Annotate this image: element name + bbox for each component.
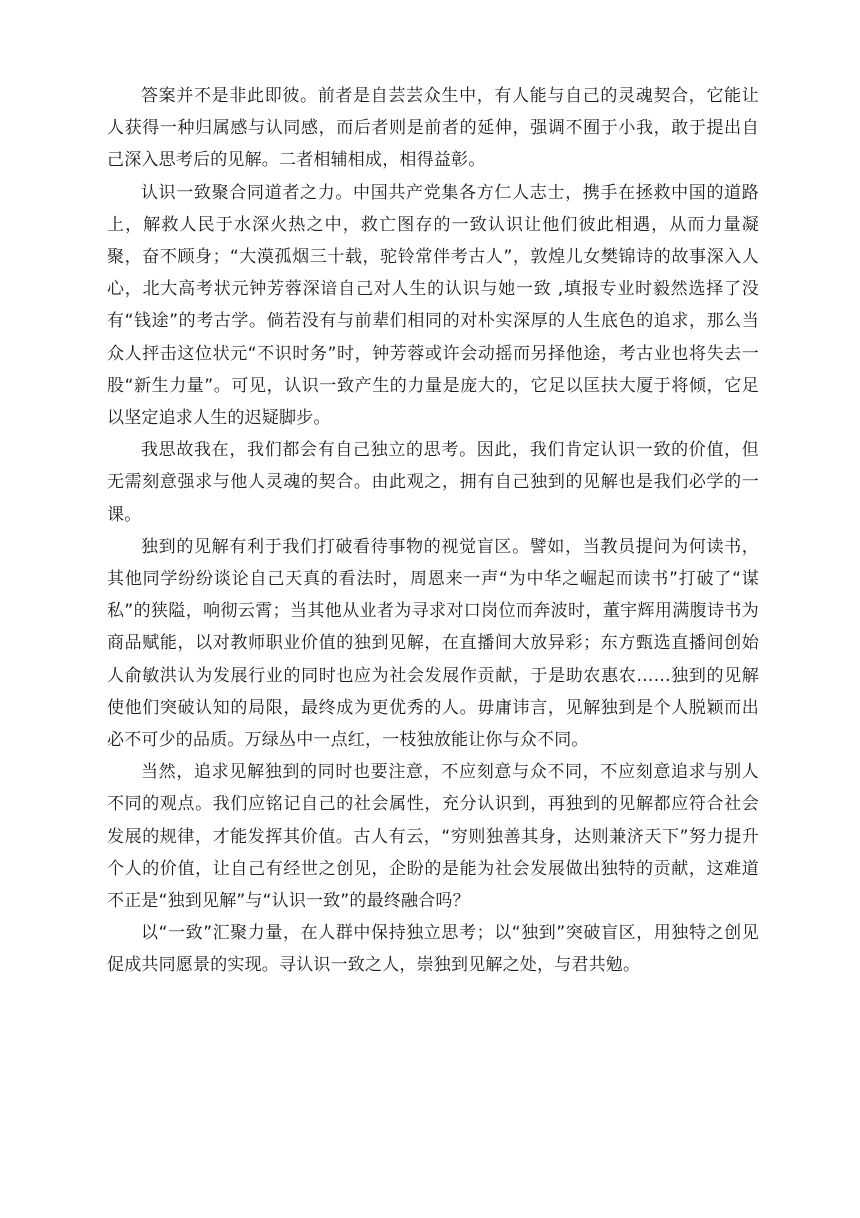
paragraph-consensus-power: 认识一致聚合同道者之力。中国共产党集各方仁人志士，携手在拯救中国的道路上，解救人民于水深火热之中，救亡图存的一致认识让他们彼此相遇，从而力量凝聚，奋不顾身；“大漠孤烟三十载，驼铃常伴考古人”，敦煌儿女樊锦诗的故事深入人心，北大高考状元钟芳蓉深谙自己对人生的认识与她一致 ,填报专业时毅然选择了没有“钱途”的考古学。倘若没有与前辈们相同的对朴实深厚的人生底色的追求，那么当众人抨击这位状元“不识时务”时，钟芳蓉或许会动摇而另择他途，考古业也将失去一股“新生力量”。可见，认识一致产生的力量是庞大的，它足以匡扶大厦于将倾，它足以坚定追求人生的迟疑脚步。: [107, 182, 759, 429]
document-page: [107, 80, 759, 982]
paragraph-caution: 当然，追求见解独到的同时也要注意，不应刻意与众不同，不应刻意追求与别人不同的观点。我们应铭记自己的社会属性，充分认识到，再独到的见解都应符合社会发展的规律，才能发挥其价值。古人有云，“穷则独善其身，达则兼济天下”努力提升个人的价值，让自己有经世之创见，企盼的是能为社会发展做出独特的贡献，这难道不正是“独到见解”与“认识一致”的最终融合吗？: [107, 762, 759, 912]
paragraph-unique-insight: 独到的见解有利于我们打破看待事物的视觉盲区。譬如，当教员提问为何读书，其他同学纷纷谈论自己天真的看法时，周恩来一声“为中华之崛起而读书”打破了“谋私”的狭隘，响彻云霄；当其他从业者为寻求对口岗位而奔波时，董宇辉用满腹诗书为商品赋能，以对教师职业价值的独到见解，在直播间大放异彩；东方甄选直播间创始人俞敏洪认为发展行业的同时也应为社会发展作贡献，于是助农惠农……独到的见解使他们突破认知的局限，最终成为更优秀的人。毋庸讳言，见解独到是个人脱颖而出必不可少的品质。万绿丛中一点红，一枝独放能让你与众不同。: [107, 536, 759, 751]
paragraph-conclusion: 以“一致”汇聚力量，在人群中保持独立思考；以“独到”突破盲区，用独特之创见促成共同愿景的实现。寻认识一致之人，崇独到见解之处，与君共勉。: [107, 923, 759, 976]
paragraph-intro: 答案并不是非此即彼。前者是自芸芸众生中，有人能与自己的灵魂契合，它能让人获得一种归属感与认同感，而后者则是前者的延伸，强调不囿于小我，敢于提出自己深入思考后的见解。二者相辅相成，相得益彰。: [107, 86, 759, 171]
paragraph-independent-thinking: 我思故我在，我们都会有自己独立的思考。因此，我们肯定认识一致的价值，但无需刻意强求与他人灵魂的契合。由此观之，拥有自己独到的见解也是我们必学的一课。: [107, 440, 759, 525]
